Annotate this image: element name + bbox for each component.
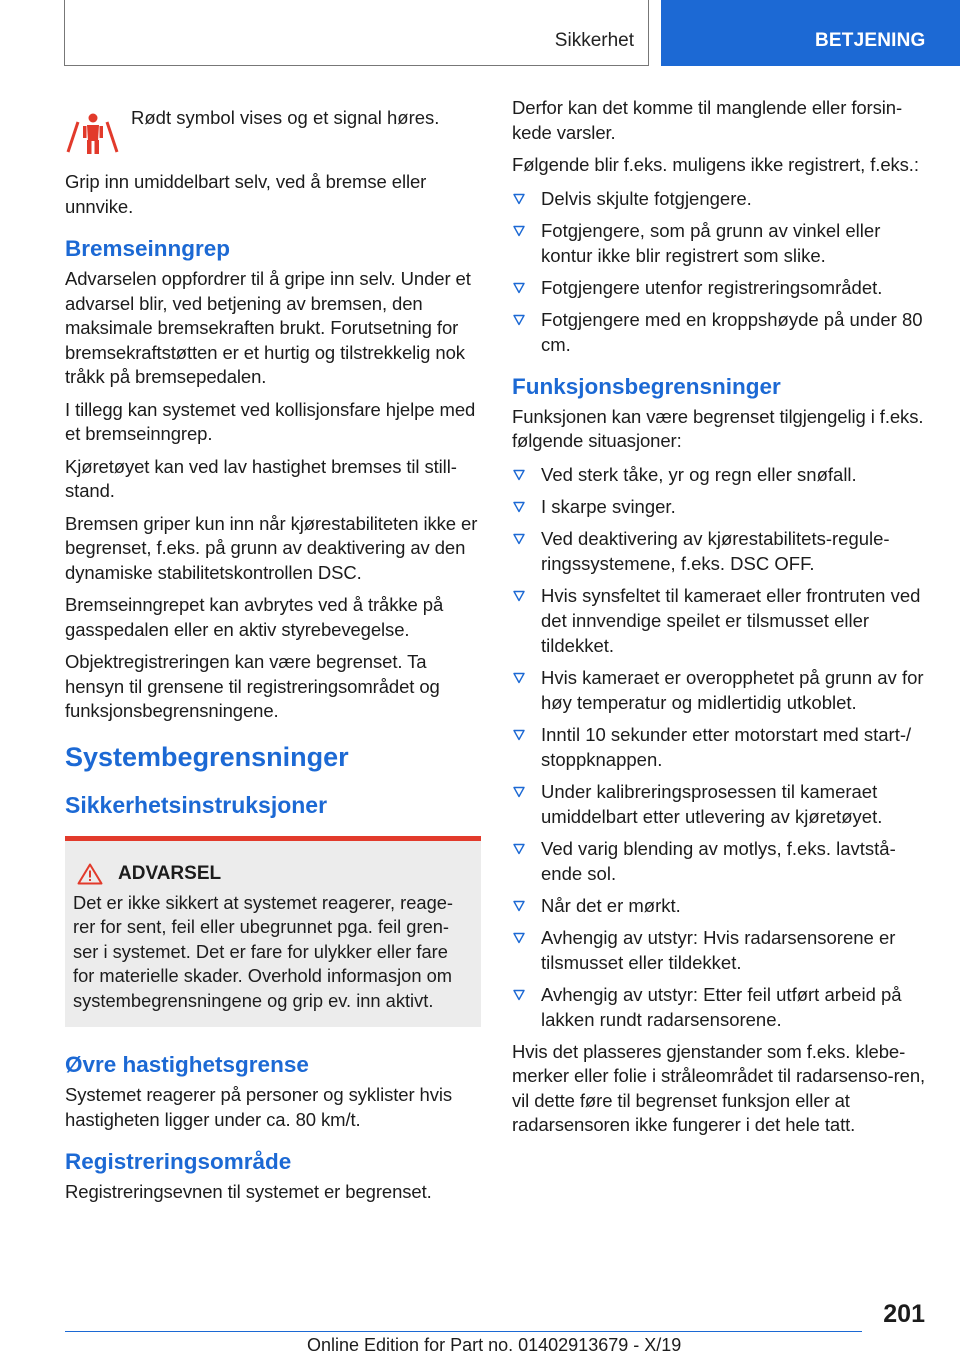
triangle-bullet-icon [513,282,525,294]
heading-bremseinngrep: Bremseinngrep [65,236,231,261]
paragraph-brake-5: Bremseinngrepet kan avbrytes ved å tråkke på gasspedalen eller en aktiv styrebevegelse. [65,594,444,640]
list-item: Ved deaktivering av kjørestabilitets-regule-ringssystemene, f.eks. DSC OFF. [512,526,932,576]
paragraph-radar-objects: Hvis det plasseres gjenstander som f.eks. klebe-merker eller folie i stråleområdet til radarsenso-ren, vil dette føre til begrenset funksjon eller at radarsensoren ikke fungerer i det hele tatt. [512,1040,926,1135]
list-item: Delvis skjulte fotgjengere. [512,186,932,211]
header-chapter-title: BETJENING [815,30,926,51]
page-number: 201 [883,1300,925,1328]
triangle-bullet-icon [513,672,525,684]
list-item: Hvis synsfeltet til kameraet eller frontruten ved det innvendige speilet er tilsmusset eller tildekket. [512,583,932,658]
warning-title: ADVARSEL [118,862,222,884]
paragraph-grip: Grip inn umiddelbart selv, ved å bremse eller unnvike. [65,171,427,217]
paragraph-not-registered: Følgende blir f.eks. muligens ikke registrert, f.eks.: [512,154,919,175]
pedestrian-alert-row [65,96,481,166]
paragraph-brake-6: Objektregistreringen kan være begrenset. Ta hensyn til grensene til registreringsområdet og funksjonsbegrensningene. [65,651,440,721]
header-section-title: Sikkerhet [554,30,634,51]
paragraph-delayed-warnings: Derfor kan det komme til manglende eller forsin-kede varsler. [512,97,903,143]
heading-registreringsomrade: Registreringsområde [65,1149,292,1174]
alert-text: Rødt symbol vises og et signal høres. [131,107,440,128]
triangle-bullet-icon [513,729,525,741]
paragraph-brake-4: Bremsen griper kun inn når kjørestabiliteten ikke er begrenset, f.eks. på grunn av deaktivering av den dynamiske stabilitetskontrollen DSC. [65,512,478,583]
header-section-tab [64,0,649,66]
list-item: Avhengig av utstyr: Hvis radarsensorene er tilsmusset eller tildekket. [512,925,932,975]
list-item: Inntil 10 sekunder etter motorstart med start-/ stoppknappen. [512,722,932,772]
triangle-bullet-icon [513,932,525,944]
triangle-bullet-icon [513,469,525,481]
right-column [512,96,932,1146]
left-column [65,96,481,1213]
list-item: Fotgjengere utenfor registreringsområdet. [512,275,932,300]
heading-sikkerhetsinstruksjoner: Sikkerhetsinstruksjoner [65,791,328,818]
limitations-list [512,462,932,1032]
heading-ovre-hastighetsgrense: Øvre hastighetsgrense [65,1052,309,1077]
footer-divider [65,1331,862,1332]
paragraph-speed: Systemet reagerer på personer og syklister hvis hastigheten ligger under ca. 80 km/t. [65,1084,453,1130]
header-chapter-tab [661,0,960,66]
warning-title-row [73,863,473,885]
triangle-bullet-icon [513,314,525,326]
heading-systembegrensninger: Systembegrensninger [65,741,349,772]
warning-triangle-icon [77,863,103,885]
paragraph-brake-1: Advarselen oppfordrer til å gripe inn selv. Under et advarsel blir, ved betjening av bremsen, den maksimale bremsekraften brukt. Forutsetning for bremsekraftstøtten er et hurtig og tilstrekkelig nok tråkk på bremsepedalen. [65,268,471,387]
paragraph-brake-3: Kjøretøyet kan ved lav hastighet bremses til still-stand. [65,455,457,501]
list-item: Ved varig blending av motlys, f.eks. lavtstå-ende sol. [512,836,932,886]
pedestrian-list [512,186,932,357]
footer-edition-text: Online Edition for Part no. 01402913679 - X/19 [307,1335,682,1355]
paragraph-range: Registreringsevnen til systemet er begrenset. [65,1181,432,1202]
triangle-bullet-icon [513,843,525,855]
triangle-bullet-icon [513,989,525,1001]
warning-body: Det er ikke sikkert at systemet reagerer, reage-rer for sent, feil eller ubegrunnet pga. feil gren-ser i systemet. Det er fare for ulykker eller fare for materielle skader. Overhold informasjon om systembegrensningene og grip ev. inn aktivt. [73,891,453,1011]
list-item: Ved sterk tåke, yr og regn eller snøfall. [512,462,932,487]
triangle-bullet-icon [513,900,525,912]
list-item: Fotgjengere med en kroppshøyde på under 80 cm. [512,307,932,357]
heading-funksjonsbegrensninger: Funksjonsbegrensninger [512,373,781,399]
paragraph-func: Funksjonen kan være begrenset tilgjengelig i f.eks. følgende situasjoner: [512,405,924,451]
list-item: Hvis kameraet er overopphetet på grunn av for høy temperatur og midlertidig utkoblet. [512,665,932,715]
triangle-bullet-icon [513,225,525,237]
list-item: Under kalibreringsprosessen til kameraet umiddelbart etter utlevering av kjøretøyet. [512,779,932,829]
triangle-bullet-icon [513,501,525,513]
list-item: I skarpe svinger. [512,494,932,519]
triangle-bullet-icon [513,533,525,545]
triangle-bullet-icon [513,590,525,602]
list-item: Fotgjengere, som på grunn av vinkel eller kontur ikke blir registrert som slike. [512,218,932,268]
triangle-bullet-icon [513,786,525,798]
paragraph-brake-2: I tillegg kan systemet ved kollisjonsfare hjelpe med et bremseinngrep. [65,398,476,444]
list-item: Avhengig av utstyr: Etter feil utført arbeid på lakken rundt radarsensorene. [512,982,932,1032]
pedestrian-warning-icon [65,112,121,156]
triangle-bullet-icon [513,193,525,205]
list-item: Når det er mørkt. [512,893,932,918]
warning-box [65,836,481,1028]
